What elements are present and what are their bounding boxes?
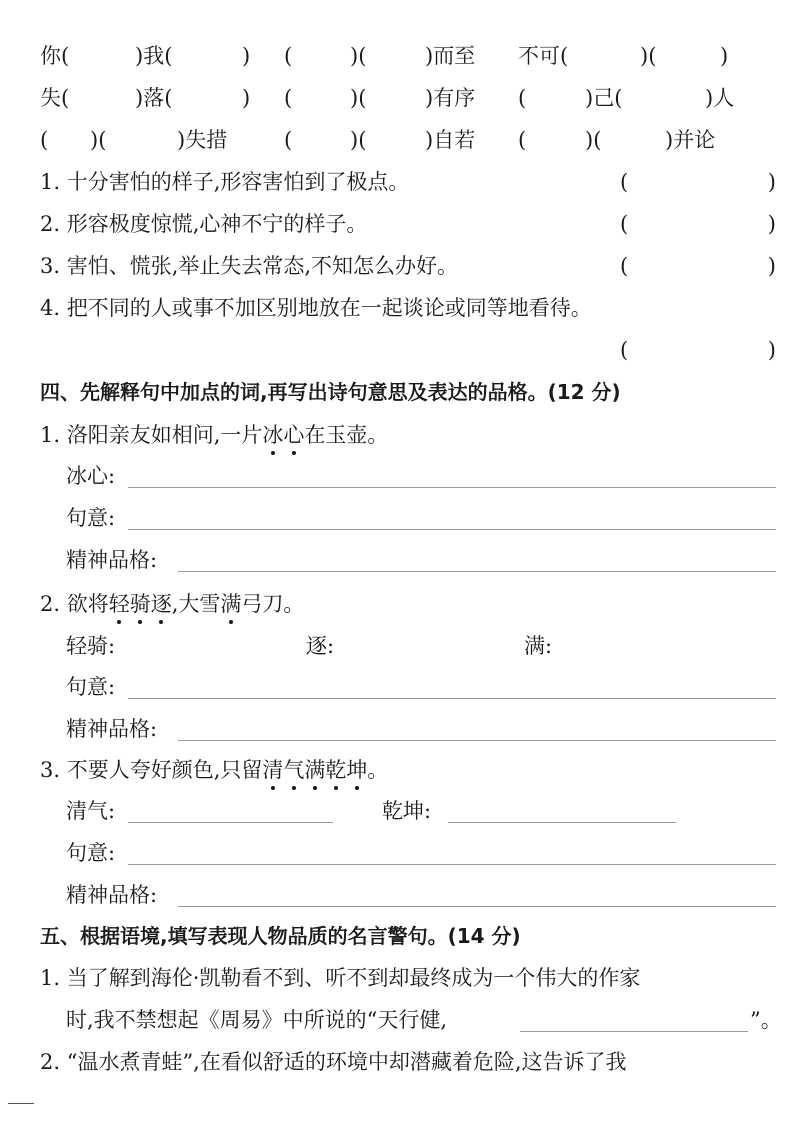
definition-4 bbox=[40, 294, 776, 322]
dotted-char: 坤 bbox=[346, 758, 368, 782]
answer-paren-close: ) bbox=[767, 254, 776, 278]
blank-quote[interactable] bbox=[520, 1031, 748, 1032]
answer-paren-open[interactable]: ( bbox=[620, 212, 629, 236]
idiom-seg: ( bbox=[284, 86, 293, 110]
blank-meaning[interactable] bbox=[128, 529, 776, 530]
s5-q2-line1: 2. “温水煮青蛙”,在看似舒适的环境中却潜藏着危险,这告诉了我 bbox=[40, 1050, 627, 1074]
definition-3 bbox=[40, 252, 776, 280]
label-meaning: 句意: bbox=[66, 841, 116, 865]
s4-q3-quality-row bbox=[66, 881, 776, 909]
answer-paren-close: ) bbox=[767, 212, 776, 236]
s4-q2-meaning-row bbox=[66, 673, 776, 701]
s4-q1-quality-row bbox=[66, 546, 776, 574]
section-4-heading: 四、先解释句中加点的词,再写出诗句意思及表达的品格。(12 分) bbox=[40, 380, 621, 404]
label-word: 乾坤: bbox=[382, 799, 432, 823]
blank-meaning[interactable] bbox=[128, 698, 776, 699]
idiom-seg: )人 bbox=[705, 86, 735, 110]
sentence-text: ”。 bbox=[750, 1008, 782, 1032]
poem-text: 弓刀。 bbox=[241, 592, 305, 616]
idiom-seg: ( bbox=[284, 128, 293, 152]
idiom-seg: ( bbox=[40, 128, 49, 152]
dotted-char: 满 bbox=[304, 758, 326, 782]
idiom-seg: )并论 bbox=[665, 128, 716, 152]
answer-paren-close: ) bbox=[767, 338, 776, 362]
dotted-char: 轻 bbox=[108, 592, 130, 616]
page-edge-mark bbox=[8, 1103, 34, 1104]
answer-paren-open[interactable]: ( bbox=[620, 338, 629, 362]
dotted-char: 骑 bbox=[129, 592, 151, 616]
idiom-seg: )而至 bbox=[425, 44, 476, 68]
poem-text: ,大雪 bbox=[171, 592, 221, 616]
idiom-seg: )我( bbox=[135, 44, 173, 68]
label-word: 满: bbox=[524, 634, 553, 658]
answer-paren-close: ) bbox=[767, 170, 776, 194]
idiom-seg: )( bbox=[640, 44, 657, 68]
idiom-seg: )( bbox=[350, 128, 367, 152]
blank-quality[interactable] bbox=[178, 740, 776, 741]
dotted-char: 乾 bbox=[325, 758, 347, 782]
dotted-char: 满 bbox=[220, 592, 242, 616]
idiom-seg: )落( bbox=[135, 86, 173, 110]
definition-text: 1. 十分害怕的样子,形容害怕到了极点。 bbox=[40, 170, 410, 194]
idiom-seg: )失措 bbox=[177, 128, 228, 152]
poem-text: 。 bbox=[367, 758, 389, 782]
idiom-seg: 失( bbox=[40, 86, 70, 110]
poem-text: 在玉壶。 bbox=[304, 423, 389, 447]
idiom-seg: 不可( bbox=[518, 44, 569, 68]
idiom-seg: )有序 bbox=[425, 86, 476, 110]
s4-q2-quality-row bbox=[66, 715, 776, 743]
s4-q1-word-row bbox=[66, 462, 776, 490]
blank-word[interactable] bbox=[128, 822, 333, 823]
idiom-seg: )( bbox=[350, 86, 367, 110]
definition-text: 3. 害怕、慌张,举止失去常态,不知怎么办好。 bbox=[40, 254, 459, 278]
idiom-seg: )( bbox=[90, 128, 107, 152]
s5-q1-line1: 1. 当了解到海伦·凯勒看不到、听不到却最终成为一个伟大的作家 bbox=[40, 966, 641, 990]
definition-text: 2. 形容极度惊慌,心神不宁的样子。 bbox=[40, 212, 368, 236]
idiom-seg: ) bbox=[242, 86, 251, 110]
blank-meaning[interactable] bbox=[128, 864, 776, 865]
definition-text: 4. 把不同的人或事不加区别地放在一起谈论或同等地看待。 bbox=[40, 296, 592, 320]
idiom-seg: ( bbox=[518, 86, 527, 110]
idiom-seg: 你( bbox=[40, 44, 70, 68]
blank-word[interactable] bbox=[128, 487, 776, 488]
label-quality: 精神品格: bbox=[66, 883, 158, 907]
idiom-seg: )自若 bbox=[425, 128, 476, 152]
label-meaning: 句意: bbox=[66, 506, 116, 530]
s4-q3-meaning-row bbox=[66, 839, 776, 867]
s4-q2-poem bbox=[40, 590, 776, 618]
dotted-char: 心 bbox=[283, 423, 305, 447]
label-quality: 精神品格: bbox=[66, 717, 158, 741]
s4-q1-poem bbox=[40, 421, 776, 449]
idiom-seg: ) bbox=[242, 44, 251, 68]
label-word: 清气: bbox=[66, 799, 116, 823]
poem-text: 3. 不要人夸好颜色,只留 bbox=[40, 758, 263, 782]
sentence-text: 时,我不禁想起《周易》中所说的“天行健, bbox=[66, 1008, 448, 1032]
label-word: 逐: bbox=[306, 634, 335, 658]
dotted-char: 逐 bbox=[150, 592, 172, 616]
answer-paren-open[interactable]: ( bbox=[620, 170, 629, 194]
answer-paren-open[interactable]: ( bbox=[620, 254, 629, 278]
s4-q3-poem bbox=[40, 756, 776, 784]
dotted-char: 气 bbox=[283, 758, 305, 782]
idiom-seg: ( bbox=[518, 128, 527, 152]
blank-quality[interactable] bbox=[178, 571, 776, 572]
definition-2 bbox=[40, 210, 776, 238]
label-quality: 精神品格: bbox=[66, 548, 158, 572]
idiom-seg: ) bbox=[720, 44, 729, 68]
section-5-heading: 五、根据语境,填写表现人物品质的名言警句。(14 分) bbox=[40, 924, 521, 948]
label-word: 轻骑: bbox=[66, 634, 116, 658]
poem-text: 2. 欲将 bbox=[40, 592, 109, 616]
dotted-char: 冰 bbox=[262, 423, 284, 447]
label-meaning: 句意: bbox=[66, 675, 116, 699]
poem-text: 1. 洛阳亲友如相问,一片 bbox=[40, 423, 263, 447]
definition-1 bbox=[40, 168, 776, 196]
label-word: 冰心: bbox=[66, 464, 116, 488]
blank-quality[interactable] bbox=[178, 906, 776, 907]
s4-q1-meaning-row bbox=[66, 504, 776, 532]
idiom-seg: )己( bbox=[585, 86, 623, 110]
dotted-char: 清 bbox=[262, 758, 284, 782]
blank-word[interactable] bbox=[448, 822, 676, 823]
idiom-seg: )( bbox=[350, 44, 367, 68]
idiom-seg: )( bbox=[585, 128, 602, 152]
idiom-seg: ( bbox=[284, 44, 293, 68]
